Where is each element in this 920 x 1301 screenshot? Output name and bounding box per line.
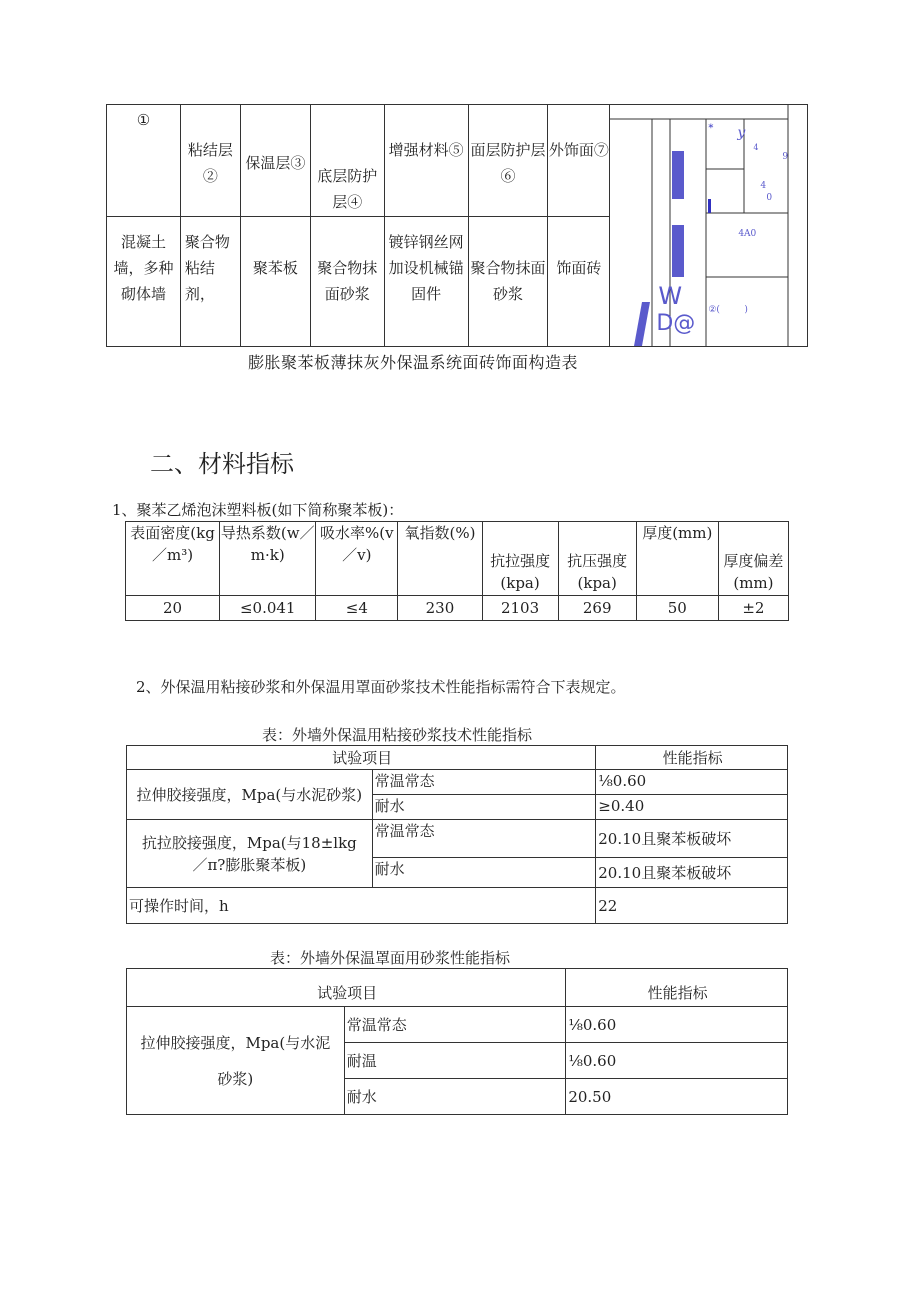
t2-header-density: 表面密度(kg／m³): [126, 522, 220, 596]
t2-val-thickness-dev: ±2: [718, 596, 788, 621]
t2-header-absorption: 吸水率%(v／v): [316, 522, 398, 596]
table3-caption: 表：外墙外保温用粘接砂浆技术性能指标: [262, 726, 533, 744]
diag-text-11: ): [744, 305, 748, 315]
t1-header-finish-coat: 面层防护层⑥: [468, 105, 548, 217]
t1-header-base-coat: 底层防护层④: [310, 105, 384, 217]
t3-g2-value1: 20.10且聚苯板破坏: [596, 820, 788, 858]
t3-group1-label: 拉伸胶接强度，Mpa(与水泥砂浆): [127, 770, 373, 820]
t1-cell-base-coat: 聚合物抹面砂浆: [310, 217, 384, 347]
diag-text-2: y: [737, 125, 746, 141]
t2-header-compressive: 抗压强度(kpa): [558, 522, 636, 596]
t1-cell-adhesive: 聚合物粘结剂，: [180, 217, 240, 347]
t4-condition3: 耐水: [344, 1079, 566, 1115]
t3-g1-condition1: 常温常态: [372, 770, 596, 795]
t3-g1-condition2: 耐水: [372, 795, 596, 820]
t2-header-tensile: 抗拉强度(kpa): [482, 522, 558, 596]
diag-text-9: D@: [656, 311, 696, 336]
t2-header-thickness-dev: 厚度偏差(mm): [718, 522, 788, 596]
t3-g1-value2: ≥0.40: [596, 795, 788, 820]
t2-val-compressive: 269: [558, 596, 636, 621]
t1-header-insulation: 保温层③: [240, 105, 310, 217]
diag-text-10: ②(: [708, 305, 720, 315]
t2-val-tensile: 2103: [482, 596, 558, 621]
eps-properties-table: [125, 521, 789, 621]
t1-cell-facing: 饰面砖: [548, 217, 610, 347]
adhesive-mortar-table: [126, 745, 788, 924]
t3-group2-label: 抗拉胶接强度，Mpa(与18±lkg／π?膨胀聚苯板): [127, 820, 373, 888]
section-title: 二、材料指标: [150, 450, 294, 478]
t3-row3-value: 22: [596, 888, 788, 924]
diag-text-5: 4: [760, 181, 767, 191]
t3-header-item: 试验项目: [127, 746, 596, 770]
table1-caption: 膨胀聚苯板薄抹灰外保温系统面砖饰面构造表: [248, 353, 579, 372]
t3-g2-value2: 20.10且聚苯板破坏: [596, 858, 788, 888]
diag-text-6: 0: [766, 193, 773, 203]
diag-text-4: 9: [782, 152, 789, 162]
t2-val-conductivity: ≤0.041: [220, 596, 316, 621]
t3-g2-condition2: 耐水: [372, 858, 596, 888]
t1-header-adhesive: 粘结层②: [180, 105, 240, 217]
t2-val-oxygen-index: 230: [398, 596, 482, 621]
item1-text: 1、聚苯乙烯泡沫塑料板(如下简称聚苯板)：: [112, 501, 404, 519]
t1-header-reinforcement: 增强材料⑤: [384, 105, 468, 217]
t4-value3: 20.50: [566, 1079, 788, 1115]
diag-text-1: *: [708, 123, 714, 134]
render-mortar-table: [126, 968, 788, 1115]
t2-val-density: 20: [126, 596, 220, 621]
item2-text: 2、外保温用粘接砂浆和外保温用罩面砂浆技术性能指标需符合下表规定。: [136, 678, 626, 696]
t3-row3-label: 可操作时间，h: [127, 888, 596, 924]
t4-value1: ⅛0.60: [566, 1007, 788, 1043]
t3-g2-condition1: 常温常态: [372, 820, 596, 858]
t2-val-thickness: 50: [636, 596, 718, 621]
diag-text-3: 4: [753, 143, 759, 152]
structure-table: [106, 104, 808, 347]
t2-header-oxygen-index: 氧指数(%): [398, 522, 482, 596]
table4-caption: 表：外墙外保温罩面用砂浆性能指标: [270, 949, 511, 967]
t1-cell-finish-coat: 聚合物抹面砂浆: [468, 217, 548, 347]
t4-group-label: 拉伸胶接强度，Mpa(与水泥砂浆): [127, 1007, 345, 1115]
t1-header-base: ①: [107, 105, 181, 217]
t4-value2: ⅛0.60: [566, 1043, 788, 1079]
diag-text-7: 4A0: [738, 229, 757, 239]
t1-cell-insulation: 聚苯板: [240, 217, 310, 347]
t2-val-absorption: ≤4: [316, 596, 398, 621]
t1-cell-reinforcement: 镀锌钢丝网加设机械锚固件: [384, 217, 468, 347]
diag-text-8: W: [658, 282, 683, 310]
t4-header-item: 试验项目: [127, 969, 566, 1007]
t4-condition1: 常温常态: [344, 1007, 566, 1043]
t4-header-spec: 性能指标: [566, 969, 788, 1007]
t1-cell-base: 混凝土墙，多种砌体墙: [107, 217, 181, 347]
t1-header-facing: 外饰面⑦: [548, 105, 610, 217]
t2-header-thickness: 厚度(mm): [636, 522, 718, 596]
t4-condition2: 耐温: [344, 1043, 566, 1079]
t3-header-spec: 性能指标: [596, 746, 788, 770]
t2-header-conductivity: 导热系数(w／m·k): [220, 522, 316, 596]
structure-diagram: [610, 105, 808, 347]
t3-g1-value1: ⅛0.60: [596, 770, 788, 795]
